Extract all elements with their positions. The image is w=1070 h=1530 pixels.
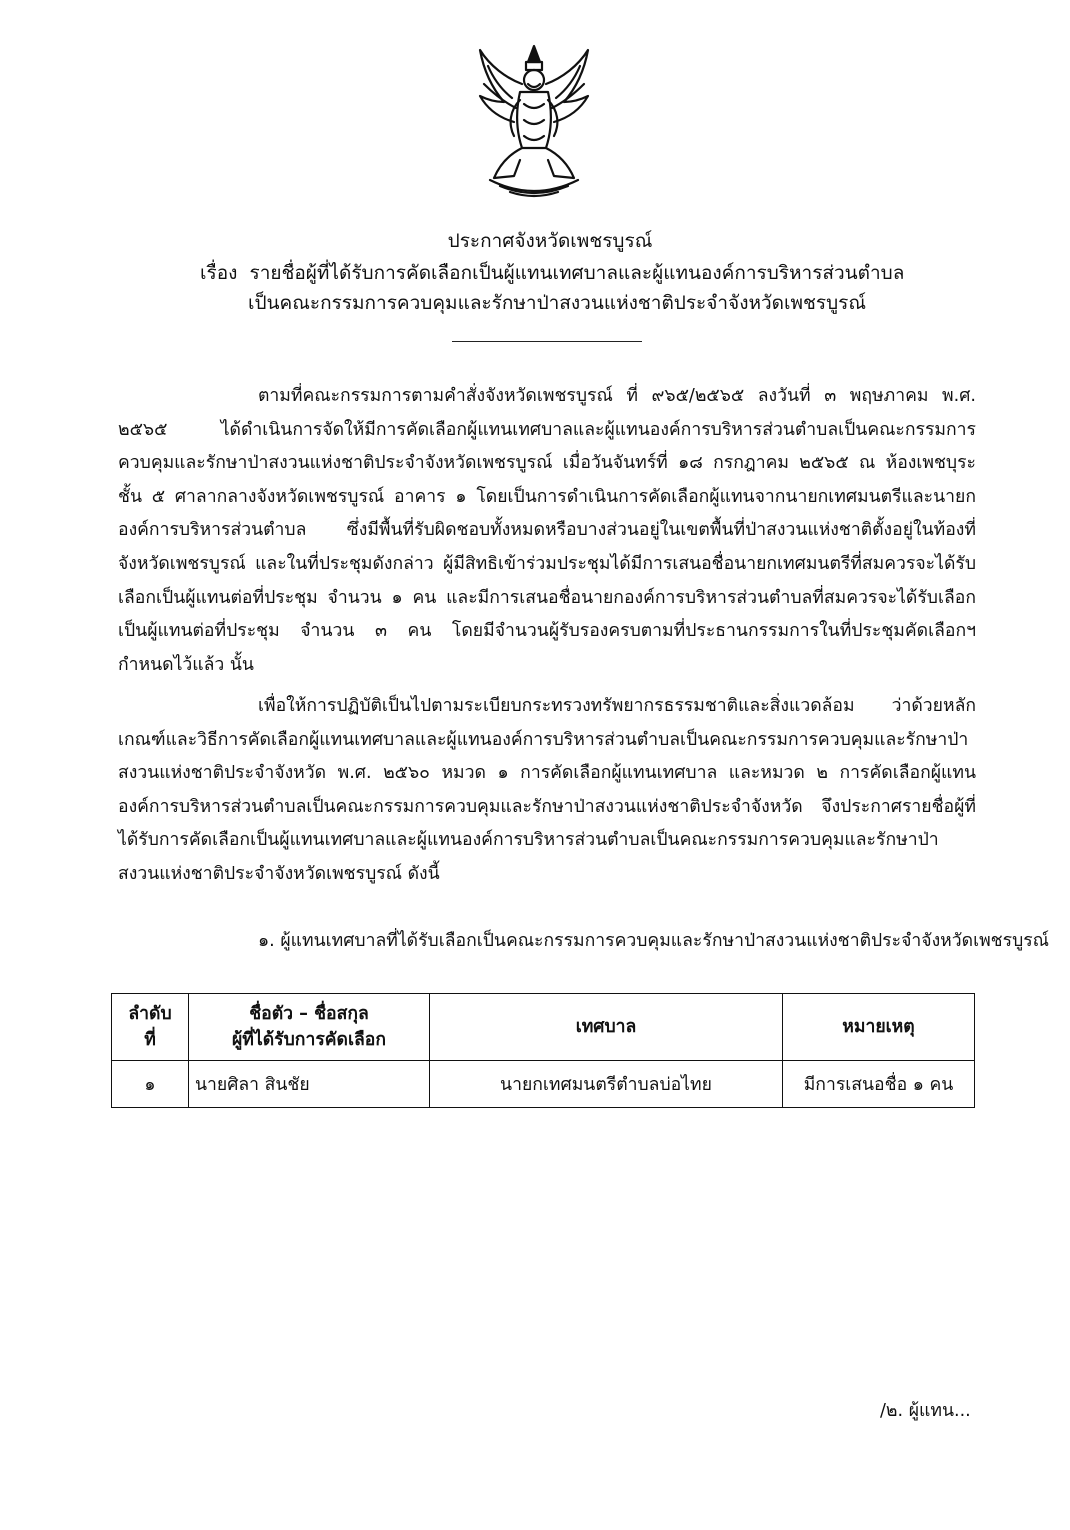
header-remark: หมายเหตุ xyxy=(783,994,975,1061)
page-title: ประกาศจังหวัดเพชรบูรณ์ xyxy=(447,230,653,252)
table-row xyxy=(112,1061,975,1108)
header-number-line-2: ที่ xyxy=(144,1030,156,1050)
subject-line-2: เป็นคณะกรรมการควบคุมและรักษาป่าสงวนแห่งชาติประจำจังหวัดเพชรบูรณ์ xyxy=(248,292,867,314)
header-name-line-1: ชื่อตัว – ชื่อสกุล xyxy=(249,1004,369,1024)
subject-line-1: รายชื่อผู้ที่ได้รับการคัดเลือกเป็นผู้แทนเทศบาลและผู้แทนองค์การบริหารส่วนตำบล xyxy=(249,262,905,284)
row-remark: มีการเสนอชื่อ ๑ คน xyxy=(783,1061,975,1108)
table-header-row xyxy=(112,994,975,1061)
row-municipality: นายกเทศมนตรีตำบลบ่อไทย xyxy=(430,1061,783,1108)
paragraph-1 xyxy=(118,380,976,682)
paragraph-2 xyxy=(118,690,976,892)
item-1-heading: ๑. ผู้แทนเทศบาลที่ได้รับเลือกเป็นคณะกรรมการควบคุมและรักษาป่าสงวนแห่งชาติประจำจังหวัดเพชรบูรณ์ xyxy=(258,931,1050,951)
subject xyxy=(200,258,920,318)
header-name xyxy=(189,994,430,1061)
row-number: ๑ xyxy=(112,1061,189,1108)
paragraph-2-text: เพื่อให้การปฏิบัติเป็นไปตามระเบียบกระทรวงทรัพยากรธรรมชาติและสิ่งแวดล้อม ว่าด้วยหลักเกณฑ์และวิธีการคัดเลือกผู้แทนเทศบาลและผู้แทนองค์การบริหารส่วนตำบลเป็นคณะกรรมการควบคุมและรักษาป่าสงวนแห่งชาติประจำจังหวัด พ.ศ. ๒๕๖๐ หมวด ๑ การคัดเลือกผู้แทนเทศบาล และหมวด ๒ การคัดเลือกผู้แทนองค์การบริหารส่วนตำบลเป็นคณะกรรมการควบคุมและรักษาป่าสงวนแห่งชาติประจำจังหวัด จึงประกาศรายชื่อผู้ที่ได้รับการคัดเลือกเป็นผู้แทนเทศบาลและผู้แทนองค์การบริหารส่วนตำบลเป็นคณะกรรมการควบคุมและรักษาป่าสงวนแห่งชาติประจำจังหวัดเพชรบูรณ์ ดังนี้ xyxy=(118,696,976,884)
representative-table xyxy=(111,993,975,1108)
row-name: นายศิลา สินชัย xyxy=(189,1061,430,1108)
header-number xyxy=(112,994,189,1061)
garuda-emblem-icon xyxy=(470,40,598,200)
header-name-line-2: ผู้ที่ได้รับการคัดเลือก xyxy=(232,1030,386,1050)
subject-label: เรื่อง xyxy=(200,262,238,284)
divider xyxy=(452,341,642,342)
header-number-line-1: ลำดับ xyxy=(128,1004,172,1024)
header-municipality: เทศบาล xyxy=(430,994,783,1061)
continuation-note: /๒. ผู้แทน... xyxy=(880,1401,971,1421)
paragraph-1-text: ตามที่คณะกรรมการตามคำสั่งจังหวัดเพชรบูรณ์ ที่ ๙๖๕/๒๕๖๕ ลงวันที่ ๓ พฤษภาคม พ.ศ. ๒๕๖๕ ได้ดำเนินการจัดให้มีการคัดเลือกผู้แทนเทศบาลและผู้แทนองค์การบริหารส่วนตำบลเป็นคณะกรรมการควบคุมและรักษาป่าสงวนแห่งชาติประจำจังหวัดเพชรบูรณ์ เมื่อวันจันทร์ที่ ๑๘ กรกฎาคม ๒๕๖๕ ณ ห้องเพชบุระ ชั้น ๕ ศาลากลางจังหวัดเพชรบูรณ์ อาคาร ๑ โดยเป็นการดำเนินการคัดเลือกผู้แทนจากนายกเทศมนตรีและนายกองค์การบริหารส่วนตำบล ซึ่งมีพื้นที่รับผิดชอบทั้งหมดหรือบางส่วนอยู่ในเขตพื้นที่ป่าสงวนแห่งชาติตั้งอยู่ในท้องที่จังหวัดเพชรบูรณ์ และในที่ประชุมดังกล่าว ผู้มีสิทธิเข้าร่วมประชุมได้มีการเสนอชื่อนายกเทศมนตรีที่สมควรจะได้รับเลือกเป็นผู้แทนต่อที่ประชุม จำนวน ๑ คน และมีการเสนอชื่อนายกองค์การบริหารส่วนตำบลที่สมควรจะได้รับเลือกเป็นผู้แทนต่อที่ประชุม จำนวน ๓ คน โดยมีจำนวนผู้รับรองครบตามที่ประธานกรรมการในที่ประชุมคัดเลือกฯ กำหนดไว้แล้ว นั้น xyxy=(118,386,976,675)
